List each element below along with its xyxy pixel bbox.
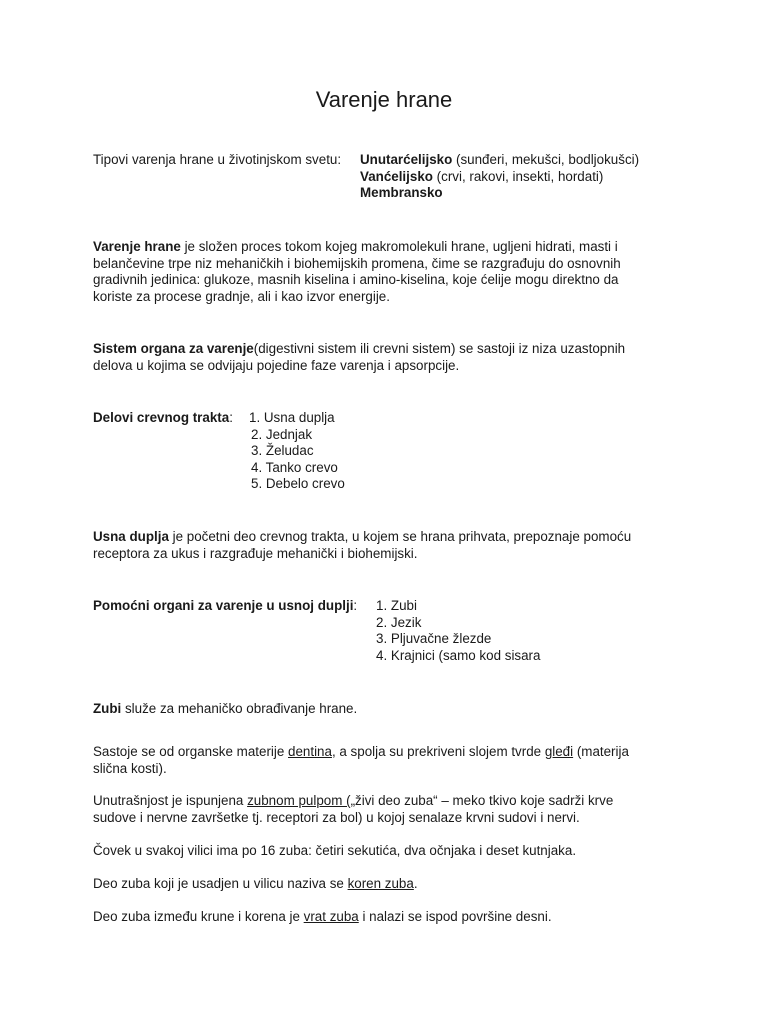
- paragraph-text: i nalazi se ispod površine desni.: [358, 909, 552, 924]
- digestive-system-paragraph: [93, 341, 693, 374]
- enamel-term: gleđi: [544, 744, 574, 759]
- aux-list-item: 1. Zubi: [376, 598, 417, 613]
- pulp-term: zubnom pulpom (: [247, 793, 351, 808]
- paragraph-text: služe za mehaničko obrađivanje hrane.: [121, 701, 358, 716]
- digestion-type-desc: (crvi, rakovi, insekti, hordati): [432, 168, 604, 184]
- aux-list-item: 4. Krajnici (samo kod sisara: [376, 647, 541, 663]
- paragraph-text: je početni deo crevnog trakta, u kojem se hrana prihvata, prepoznaje pomoću: [168, 529, 632, 544]
- root-paragraph: [93, 876, 693, 893]
- digestion-type-desc: (sunđeri, mekušci, bodljokušci): [452, 152, 640, 167]
- digestion-type-term: Membransko: [360, 185, 443, 201]
- tract-term: Delovi crevnog trakta: [93, 410, 230, 425]
- paragraph-text: (materija: [573, 744, 629, 759]
- paragraph-text: (digestivni sistem ili crevni sistem) se sastoji iz niza uzastopnih: [253, 341, 626, 356]
- interior-paragraph: [93, 793, 693, 826]
- digestion-type-item: [360, 185, 443, 202]
- paragraph-text: Unutrašnjost je ispunjena: [93, 793, 248, 808]
- tract-parts-block: [93, 410, 693, 500]
- paragraph-text: sudove i nervne završetke tj. receptori za bol) u kojoj senalaze krvni sudovi i nervi.: [93, 809, 580, 825]
- digestion-type-item: [360, 169, 603, 186]
- teeth-term: Zubi: [93, 701, 122, 716]
- paragraph-text: slična kosti).: [93, 760, 167, 776]
- paragraph-text: Deo zuba koji je usadjen u vilicu naziva se: [93, 876, 348, 891]
- paragraph-text: Deo zuba između krune i korena je: [93, 909, 304, 924]
- digestion-type-item: [360, 152, 639, 169]
- paragraph-text: Čovek u svakoj vilici ima po 16 zuba: četiri sekutića, dva očnjaka i deset kutnjaka.: [93, 843, 577, 858]
- paragraph-text: koriste za procese gradnje, ali i kao izvor energije.: [93, 288, 390, 304]
- mouth-paragraph: [93, 529, 693, 562]
- mouth-term: Usna duplja: [93, 529, 169, 544]
- paragraph-text: gradivnih jedinica: glukoze, masnih kiselina i amino-kiselina, koje ćelije mogu direktno da: [93, 272, 619, 288]
- tract-list-item: 4. Tanko crevo: [251, 459, 338, 475]
- paragraph-text: .: [413, 876, 418, 891]
- aux-list-item: 2. Jezik: [376, 614, 422, 630]
- dentin-term: dentina: [288, 744, 332, 759]
- paragraph-text: Sastoje se od organske materije: [93, 744, 289, 759]
- tract-list-item: 1. Usna duplja: [249, 410, 335, 425]
- composition-paragraph: [93, 744, 693, 777]
- page-title: Varenje hrane: [315, 87, 453, 112]
- digestion-definition-paragraph: [93, 239, 693, 305]
- paragraph-text: , a spolja su prekriveni slojem tvrde: [331, 744, 545, 759]
- auxiliary-organs-block: [93, 598, 693, 670]
- tract-heading: [93, 410, 233, 427]
- digestion-types-intro: Tipovi varenja hrane u životinjskom svetu:: [93, 152, 342, 167]
- root-term: koren zuba: [347, 876, 414, 891]
- digestion-term: Varenje hrane: [93, 239, 181, 254]
- neck-paragraph: [93, 909, 693, 926]
- digestion-type-term: Vanćelijsko: [360, 168, 433, 184]
- teeth-paragraph: [93, 701, 693, 718]
- paragraph-text: receptora za ukus i razgrađuje mehanički i biohemijski.: [93, 545, 418, 561]
- neck-term: vrat zuba: [303, 909, 359, 924]
- paragraph-text: delova u kojima se odvijaju pojedine faze varenja i apsorpcije.: [93, 357, 460, 373]
- digestion-type-term: Unutarćelijsko: [360, 152, 453, 167]
- tract-list-item: 5. Debelo crevo: [251, 476, 345, 492]
- paragraph-text: belančevine trpe niz mehaničkih i biohemijskih promena, čime se razgrađuju do osnovnih: [93, 255, 621, 271]
- paragraph-text: je složen proces tokom kojeg makromolekuli hrane, ugljeni hidrati, masti i: [180, 239, 618, 254]
- tract-list-item: 3. Želudac: [251, 443, 314, 459]
- teeth-count-paragraph: [93, 843, 693, 860]
- tract-list-item: 2. Jednjak: [251, 426, 313, 442]
- system-term: Sistem organa za varenje: [93, 341, 254, 356]
- aux-heading: [93, 598, 357, 615]
- aux-list-item: 3. Pljuvačne žlezde: [376, 631, 492, 647]
- aux-sep: :: [353, 598, 358, 613]
- paragraph-text: „živi deo zuba“ – meko tkivo koje sadrži krve: [350, 793, 614, 808]
- aux-term: Pomoćni organi za varenje u usnoj duplji: [93, 598, 354, 613]
- tract-sep: :: [229, 410, 233, 425]
